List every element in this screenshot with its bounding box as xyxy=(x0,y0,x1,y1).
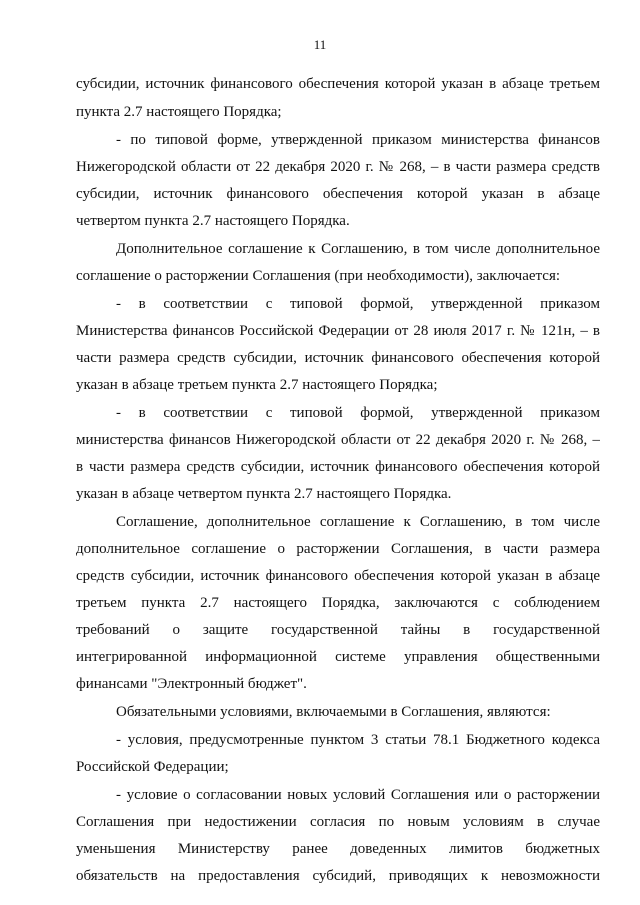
text-line: указан в абзаце четвертом пункта 2.7 настоящего Порядка. xyxy=(76,486,452,502)
text-line: третьем пункта 2.7 настоящего Порядка, заключаются с соблюдением xyxy=(76,595,600,611)
text-line: средств субсидии, источник финансового обеспечения которой указан в абзаце xyxy=(76,568,600,584)
text-line: интегрированной информационной системе управления общественными xyxy=(76,649,600,665)
text-line: Обязательными условиями, включаемыми в Соглашения, являются: xyxy=(116,704,551,720)
text-line: - по типовой форме, утвержденной приказом министерства финансов xyxy=(116,132,600,148)
text-line: министерства финансов Нижегородской области от 22 декабря 2020 г. № 268, – xyxy=(76,432,600,448)
page-number: 11 xyxy=(313,37,327,52)
text-line: Соглашение, дополнительное соглашение к Соглашению, в том числе xyxy=(116,514,600,530)
text-line: субсидии, источник финансового обеспечения которой указан в абзаце третьем xyxy=(76,76,600,92)
text-line: Нижегородской области от 22 декабря 2020 г. № 268, – в части размера средств xyxy=(76,159,600,175)
text-line: уменьшения Министерству ранее доведенных лимитов бюджетных xyxy=(76,841,600,857)
text-line: - в соответствии с типовой формой, утвержденной приказом xyxy=(116,405,600,421)
text-line: обязательств на предоставления субсидий, приводящих к невозможности xyxy=(76,868,600,884)
text-line: пункта 2.7 настоящего Порядка; xyxy=(76,104,282,120)
text-line: - условия, предусмотренные пунктом 3 статьи 78.1 Бюджетного кодекса xyxy=(116,732,600,748)
text-line: указан в абзаце третьем пункта 2.7 настоящего Порядка; xyxy=(76,377,438,393)
text-line: - в соответствии с типовой формой, утвержденной приказом xyxy=(116,296,600,312)
text-line: - условие о согласовании новых условий Соглашения или о расторжении xyxy=(116,787,600,803)
text-line: дополнительное соглашение о расторжении Соглашения, в части размера xyxy=(76,541,600,557)
text-line: субсидии, источник финансового обеспечения которой указан в абзаце xyxy=(76,186,600,202)
text-line: финансами "Электронный бюджет". xyxy=(76,676,307,692)
text-line: четвертом пункта 2.7 настоящего Порядка. xyxy=(76,213,350,229)
text-line: части размера средств субсидии, источник финансового обеспечения которой xyxy=(76,350,600,366)
text-line: соглашение о расторжении Соглашения (при необходимости), заключается: xyxy=(76,268,561,284)
text-line: Министерства финансов Российской Федерации от 28 июля 2017 г. № 121н, – в xyxy=(76,323,600,339)
text-line: Российской Федерации; xyxy=(76,759,229,775)
text-line: Соглашения при недостижении согласия по новым условиям в случае xyxy=(76,814,600,830)
text-line: в части размера средств субсидии, источник финансового обеспечения которой xyxy=(76,459,600,475)
text-line: требований о защите государственной тайны в государственной xyxy=(76,622,600,638)
text-line: Дополнительное соглашение к Соглашению, в том числе дополнительное xyxy=(116,241,600,257)
